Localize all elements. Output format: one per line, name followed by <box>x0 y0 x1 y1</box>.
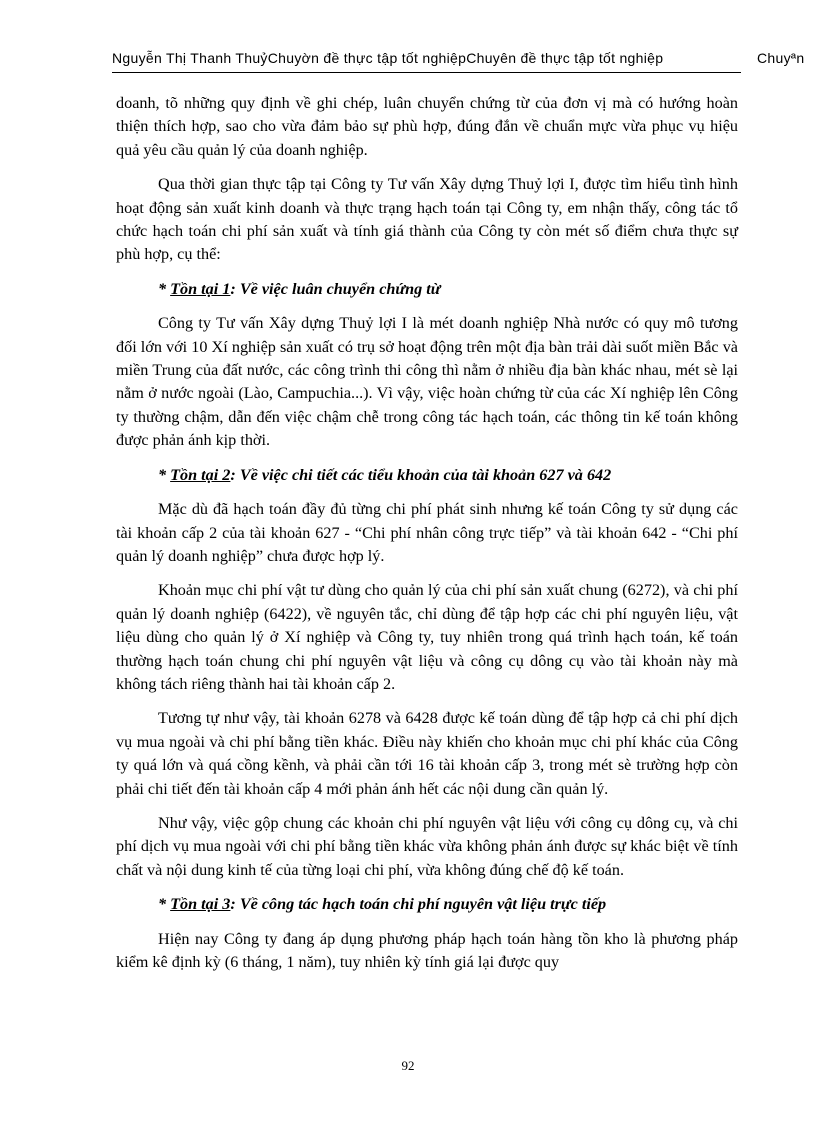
paragraph: Công ty Tư vấn Xây dựng Thuỷ lợi I là mét doanh nghiệp Nhà nước có quy mô tương đối lớn với 10 Xí nghiệp sản xuất có trụ sở hoạt động trên một địa bàn trải dài suốt miền Bắc và miền Trung của đất nước, các công trình thi công thì nằm ở nhiều địa bàn khác nhau, mét sè lại nằm ở nước ngoài (Lào, Campuchia...). Vì vậy, việc hoàn chứng từ của các Xí nghiệp lên Công ty thường chậm, dẫn đến việc chậm chễ trong công tác hạch toán, các thông tin kế toán không được phản ánh kịp thời. <box>116 314 738 450</box>
heading-label: Tồn tại 1 <box>170 279 231 298</box>
heading-text: : Về công tác hạch toán chi phí nguyên vật liệu trực tiếp <box>230 895 607 914</box>
heading-prefix: * <box>158 465 171 484</box>
paragraph: doanh, tõ những quy định về ghi chép, luân chuyển chứng từ của đơn vị mà có hướng hoàn thiện thích hợp, sao cho vừa đảm bảo sự phù hợp, đúng đắn về chuẩn mực vừa phục vụ hiệu quả yêu cầu quản lý của doanh nghiệp. <box>116 94 738 159</box>
heading-label: Tồn tại 3 <box>170 895 231 914</box>
paragraph: Khoản mục chi phí vật tư dùng cho quản lý của chi phí sản xuất chung (6272), và chi phí quản lý doanh nghiệp (6422), về nguyên tắc, chỉ dùng để tập hợp các chi phí nguyên liệu, vật liệu dùng cho quản lý ở Xí nghiệp và Công ty, tuy nhiên trong quá trình hạch toán, kế toán thường hạch toán chung chi phí nguyên vật liệu và công cụ dông cụ vào tài khoản này mà không tách riêng thành hai tài khoản cấp 2. <box>116 581 738 693</box>
paragraph: Qua thời gian thực tập tại Công ty Tư vấn Xây dựng Thuỷ lợi I, được tìm hiểu tình hình hoạt động sản xuất kinh doanh và thực trạng hạch toán tại Công ty, em nhận thấy, công tác tổ chức hạch toán chi phí sản xuất và tính giá thành của Công ty còn mét số điểm chưa thực sự phù hợp, cụ thể: <box>116 175 738 264</box>
header-text: Nguyễn Thị Thanh ThuỷChuyờn đề thực tập tốt nghiệpChuyên đề thực tập tốt nghiệp <box>112 50 664 66</box>
document-body <box>116 92 738 985</box>
heading-text: : Về việc luân chuyển chứng từ <box>230 279 441 298</box>
heading-text: : Về việc chi tiết các tiểu khoản của tài khoản 627 và 642 <box>230 465 612 484</box>
paragraph: Như vậy, việc gộp chung các khoản chi phí nguyên vật liệu với công cụ dông cụ, và chi phí dịch vụ mua ngoài với chi phí bằng tiền khác vừa không phản ánh được sự khác biệt về tính chất và nội dung kinh tế của từng loại chi phí, vừa không đúng chế độ kế toán. <box>116 813 738 879</box>
heading-label: Tồn tại 2 <box>170 465 231 484</box>
section-heading-2 <box>116 464 738 487</box>
header-rule <box>112 72 741 73</box>
section-heading-1 <box>116 278 738 301</box>
paragraph: Mặc dù đã hạch toán đầy đủ từng chi phí phát sinh nhưng kế toán Công ty sử dụng các tài khoản cấp 2 của tài khoản 627 - “Chi phí nhân công trực tiếp” và tài khoản 642 - “Chi phí quản lý doanh nghiệp” chưa được hợp lý. <box>116 500 738 565</box>
header-right-text: Chuyªn <box>757 50 805 66</box>
page-number: 92 <box>401 1058 415 1073</box>
paragraph: Tương tự như vậy, tài khoản 6278 và 6428 được kế toán dùng để tập hợp cả chi phí dịch vụ mua ngoài và chi phí bằng tiền khác. Điều này khiến cho khoản mục chi phí khác của Công ty quá lớn và quá cồng kềnh, và phải cần tới 16 tài khoản cấp 3, trong mét sè trường hợp còn phải chi tiết đến tài khoản cấp 4 mới phản ánh hết các nội dung cần quản lý. <box>116 709 738 798</box>
page-header <box>112 40 816 76</box>
heading-prefix: * <box>158 895 171 914</box>
section-heading-3 <box>116 893 738 916</box>
heading-prefix: * <box>158 279 171 298</box>
paragraph: Hiện nay Công ty đang áp dụng phương pháp hạch toán hàng tồn kho là phương pháp kiểm kê định kỳ (6 tháng, 1 năm), tuy nhiên kỳ tính giá lại được quy <box>116 929 738 971</box>
